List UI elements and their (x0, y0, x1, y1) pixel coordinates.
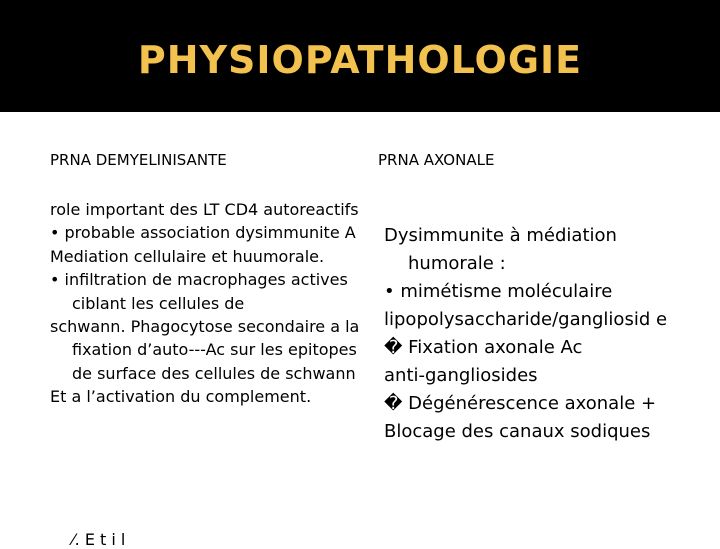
right-paragraph: � Fixation axonale Ac (384, 337, 583, 358)
left-column-heading: PRNA DEMYELINISANTE (50, 151, 227, 169)
left-paragraph: Et a l’activation du complement. (50, 387, 312, 407)
left-paragraph: • infiltration de macrophages actives ciblant les cellules de (50, 270, 348, 313)
left-paragraph: • probable association dysimmunite A (50, 223, 356, 243)
right-paragraph: Blocage des canaux sodiques (384, 421, 651, 442)
left-paragraph: role important des LT CD4 autoreactifs (50, 200, 359, 219)
left-cut-off-line: ⁄. E t i l (72, 530, 126, 549)
right-paragraph: lipopolysaccharide/gangliosid e (384, 309, 668, 330)
right-column-body (384, 222, 700, 446)
left-paragraph: schwann. Phagocytose secondaire a la fixation d’auto---Ac sur les epitopes de surface des cellules de schwann (50, 317, 360, 383)
slide-title: PHYSIOPATHOLOGIE (137, 38, 583, 82)
right-paragraph: � Dégénérescence axonale + (384, 393, 657, 414)
right-paragraph: Dysimmunite à médiation humorale : (384, 225, 617, 274)
right-column-heading: PRNA AXONALE (378, 151, 495, 169)
left-column-body (50, 198, 360, 409)
left-paragraph: Mediation cellulaire et huumorale. (50, 246, 325, 266)
right-paragraph: • mimétisme moléculaire (384, 281, 613, 302)
right-paragraph: anti-gangliosides (384, 365, 538, 386)
